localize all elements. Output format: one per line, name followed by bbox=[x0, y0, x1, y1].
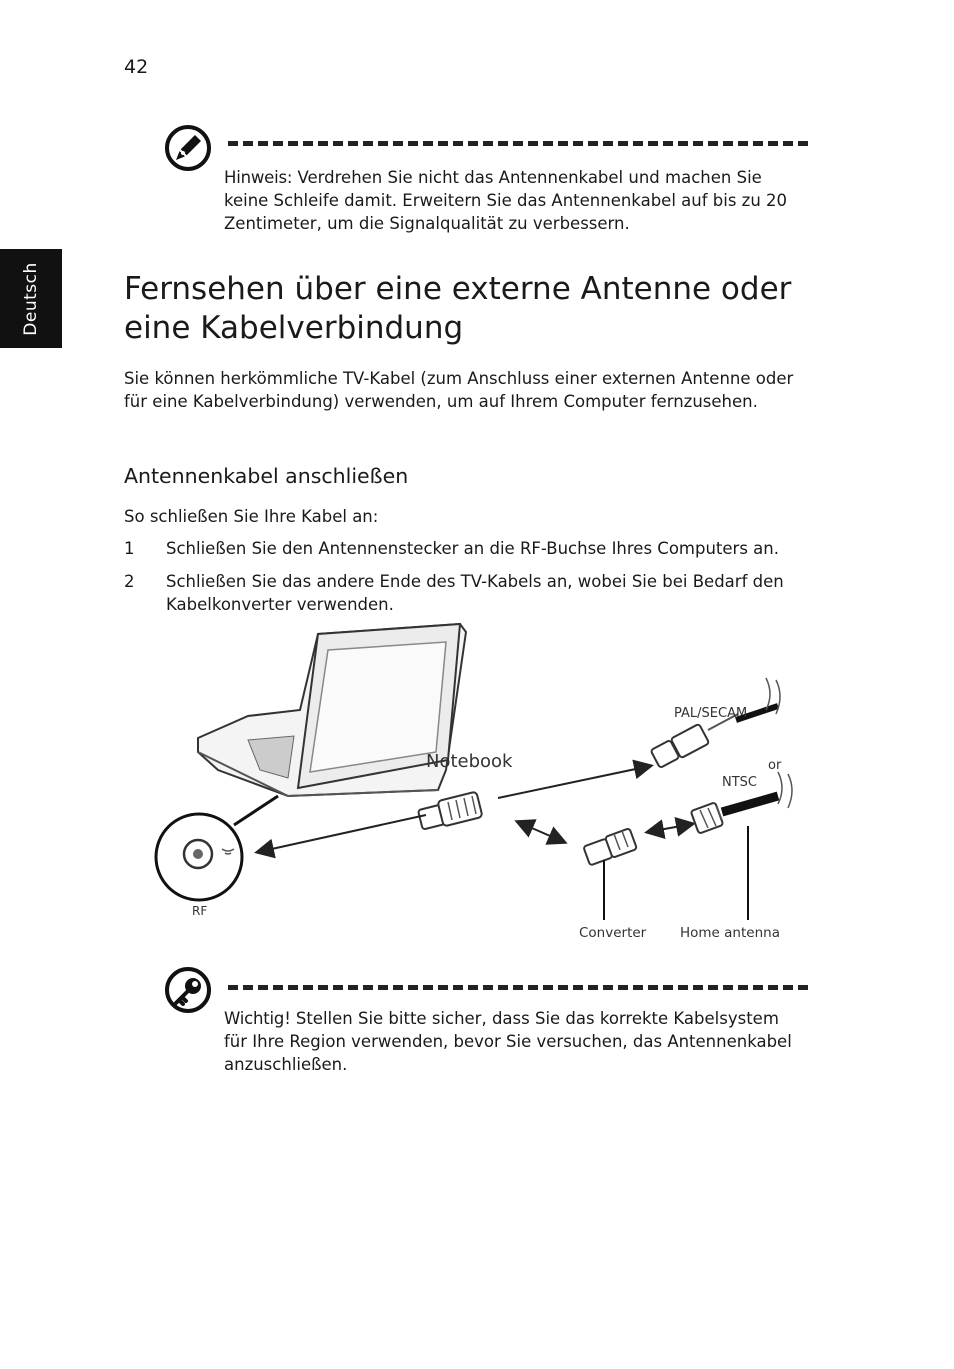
steps-lead-in: So schließen Sie Ihre Kabel an: bbox=[124, 507, 379, 526]
section-title: Fernsehen über eine externe Antenne oder eine Kabelverbindung bbox=[124, 271, 792, 346]
note-label: Hinweis: bbox=[224, 168, 293, 187]
converter-adapter bbox=[583, 828, 637, 865]
important-body: Stellen Sie bitte sicher, dass Sie das korrekte Kabelsystem für Ihre Region verwenden, bevor Sie versuchen, das Antennenkabel anzuschließen. bbox=[224, 1009, 792, 1074]
note-pen-icon bbox=[164, 124, 212, 172]
rf-port-closeup bbox=[156, 814, 242, 900]
note-divider bbox=[228, 141, 808, 146]
language-side-tab-label: Deutsch bbox=[21, 261, 41, 336]
important-text bbox=[224, 1007, 804, 1076]
closeup-pointer-line bbox=[234, 796, 278, 825]
antenna-connection-diagram bbox=[148, 620, 808, 950]
important-label: Wichtig! bbox=[224, 1009, 291, 1028]
note-text bbox=[224, 166, 804, 235]
converter-label: Converter bbox=[579, 925, 647, 941]
arrow-to-pal bbox=[498, 766, 650, 798]
section-intro: Sie können herkömmliche TV-Kabel (zum Anschluss einer externen Antenne oder für eine Kabelverbindung) verwenden, um auf Ihrem Computer fernzusehen. bbox=[124, 369, 794, 411]
arrow-converter-link bbox=[518, 822, 564, 842]
notebook-label: Notebook bbox=[426, 751, 513, 772]
step-number: 2 bbox=[124, 572, 135, 591]
rf-label: RF bbox=[192, 904, 208, 918]
step-text: Schließen Sie das andere Ende des TV-Kabels an, wobei Sie bei Bedarf den Kabelkonverter verwenden. bbox=[166, 572, 784, 614]
or-label: or bbox=[768, 758, 782, 773]
language-side-tab bbox=[0, 249, 62, 348]
ntsc-label: NTSC bbox=[722, 775, 757, 790]
pal-secam-label: PAL/SECAM bbox=[674, 706, 748, 721]
home-antenna-label: Home antenna bbox=[680, 925, 780, 941]
arrow-to-rf bbox=[258, 815, 426, 852]
arrow-ntsc-link bbox=[648, 824, 692, 832]
step-number: 1 bbox=[124, 539, 135, 558]
note-body: Verdrehen Sie nicht das Antennenkabel und machen Sie keine Schleife damit. Erweitern Sie das Antennenkabel auf bis zu 20 Zentimeter, um die Signalqualität zu verbessern. bbox=[224, 168, 788, 233]
page-number: 42 bbox=[124, 56, 149, 78]
important-divider bbox=[228, 985, 808, 990]
ntsc-cable-wave bbox=[778, 772, 792, 808]
subsection-title: Antennenkabel anschließen bbox=[124, 464, 409, 488]
step-text: Schließen Sie den Antennenstecker an die RF-Buchse Ihres Computers an. bbox=[166, 539, 779, 558]
ntsc-connector bbox=[691, 796, 778, 834]
antenna-plug bbox=[418, 792, 483, 830]
important-key-icon bbox=[164, 966, 212, 1014]
